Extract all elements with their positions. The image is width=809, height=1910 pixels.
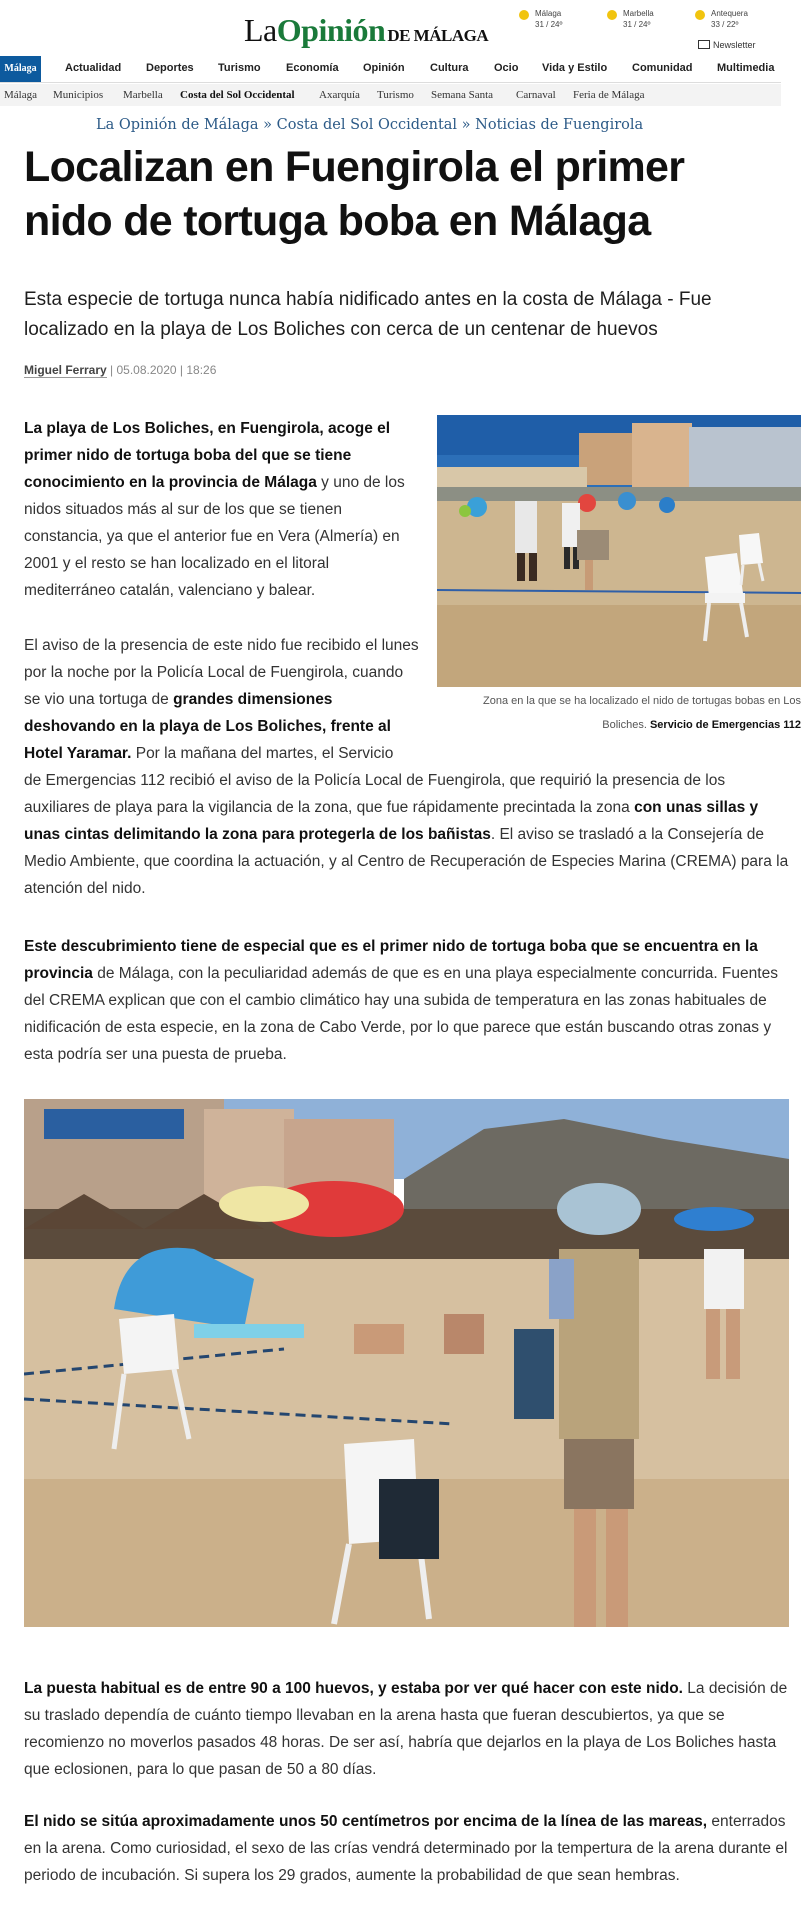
weather-antequera[interactable] bbox=[711, 8, 748, 30]
weather-malaga[interactable] bbox=[535, 8, 562, 30]
site-logo[interactable] bbox=[244, 12, 488, 49]
nav-item-comunidad[interactable]: Comunidad bbox=[632, 62, 693, 74]
weather-city: Marbella bbox=[623, 9, 654, 18]
paragraph-text: de Málaga, con la peculiaridad además de que es en una playa especialmente concurrida. Fuentes del CREMA explican que con el cambio climático hay una subida de temperatura en las zonas habituales de nidificación de esta especie, en la zona de Cabo Verde, por lo que parece que están buscando otras zonas y esta podría ser una puesta de prueba. bbox=[24, 965, 778, 1063]
paragraph-text: . El aviso se trasladó a la Consejería de Medio Ambiente, que coordina la actuación, y al Centro de Recuperación de Especies Marina (CREMA) para la atención del nido. bbox=[24, 826, 789, 897]
paragraph-text: y uno de los nidos situados más al sur de los que se tienen constancia, ya que el anterior fue en Vera (Almería) en 2001 y el resto se han localizado en el litoral mediterráneo catalán, valenciano y balear. bbox=[24, 474, 405, 599]
breadcrumb: La Opinión de Málaga » Costa del Sol Occidental » Noticias de Fuengirola bbox=[96, 117, 644, 133]
nav-item-multimedia[interactable]: Multimedia bbox=[717, 62, 775, 74]
photo-credit: Servicio de Emergencias 112 bbox=[649, 719, 801, 731]
main-nav bbox=[0, 56, 781, 83]
paragraph-text: La decisión de su traslado dependía de cuánto tiempo llevaban en la arena hasta que fueran descubiertos, ya que se recomienzo no moverlos pasados 48 horas. De ser así, habría que dejarlos en la playa de Los Boliches hasta que eclosionen, para lo que pasan de 50 a 80 días. bbox=[24, 1680, 788, 1778]
nav-item-deportes[interactable]: Deportes bbox=[146, 62, 194, 74]
sun-icon bbox=[607, 10, 617, 20]
paragraph-bold: con unas sillas y unas cintas delimitando la zona para protegerla de los bañistas bbox=[24, 799, 759, 843]
subnav-item-turismo[interactable]: Turismo bbox=[377, 89, 414, 101]
nav-item-opinion[interactable]: Opinión bbox=[363, 62, 405, 74]
nav-item-turismo[interactable]: Turismo bbox=[218, 62, 261, 74]
article-photo-beach-official[interactable] bbox=[24, 1099, 789, 1627]
newsletter-label: Newsletter bbox=[713, 40, 756, 50]
breadcrumb-item[interactable]: Noticias de Fuengirola bbox=[475, 117, 644, 133]
nav-home-malaga[interactable]: Málaga bbox=[0, 56, 41, 82]
subnav-item-semana-santa[interactable]: Semana Santa bbox=[431, 89, 494, 101]
article-paragraph-1 bbox=[24, 415, 419, 604]
nav-item-cultura[interactable]: Cultura bbox=[430, 62, 469, 74]
paragraph-bold: La puesta habitual es de entre 90 a 100 huevos, y estaba por ver qué hacer con este nido. bbox=[24, 1680, 683, 1697]
photo-caption bbox=[437, 689, 801, 737]
caption-text: Zona en la que se ha localizado el nido de tortugas bobas en Los Boliches. bbox=[482, 695, 801, 731]
nav-item-ocio[interactable]: Ocio bbox=[494, 62, 519, 74]
subnav-item-costa-del-sol-occidental[interactable]: Costa del Sol Occidental bbox=[180, 89, 295, 101]
publish-time: 18:26 bbox=[186, 363, 217, 377]
sub-nav bbox=[0, 84, 781, 106]
paragraph-text: enterrados en la arena. Como curiosidad, el sexo de las crías vendrá determinado por la tempertura de la arena durante el periodo de incubación. Si supera los 29 grados, aumente la probabilidad de que sean hembras. bbox=[24, 1813, 788, 1884]
weather-temps: 31 / 24º bbox=[623, 20, 651, 29]
newsletter-link[interactable] bbox=[698, 40, 756, 50]
paragraph-bold: Este descubrimiento tiene de especial que es el primer nido de tortuga boba que se encuentra en la provincia bbox=[24, 938, 758, 982]
nav-item-economia[interactable]: Economía bbox=[286, 62, 339, 74]
paragraph-text: de Emergencias 112 recibió el aviso de la Policía Local de Fuengirola, que requirió la presencia de los auxiliares de playa para la vigilancia de la zona, que fue rápidamente precintada la zona bbox=[24, 772, 726, 816]
nav-item-vida-y-estilo[interactable]: Vida y Estilo bbox=[542, 62, 608, 74]
beach-official-photo-illustration bbox=[24, 1099, 789, 1627]
logo-la: La bbox=[244, 12, 277, 48]
breadcrumb-item[interactable]: La Opinión de Málaga bbox=[96, 117, 259, 133]
logo-suffix: DE MÁLAGA bbox=[387, 26, 489, 45]
subnav-item-marbella[interactable]: Marbella bbox=[123, 89, 163, 101]
article-paragraph-2b bbox=[24, 767, 789, 902]
logo-opinion: Opinión bbox=[276, 12, 386, 48]
publish-date: 05.08.2020 bbox=[116, 363, 177, 377]
nav-item-actualidad[interactable]: Actualidad bbox=[65, 62, 122, 74]
site-header bbox=[0, 0, 809, 54]
beach-photo-illustration bbox=[437, 415, 801, 687]
article-paragraph-3 bbox=[24, 933, 789, 1068]
subnav-item-malaga[interactable]: Málaga bbox=[4, 89, 37, 101]
paragraph-text: Por la mañana del martes, el Servicio bbox=[131, 745, 394, 762]
subnav-item-carnaval[interactable]: Carnaval bbox=[516, 89, 556, 101]
article-subtitle: Esta especie de tortuga nunca había nidificado antes en la costa de Málaga - Fue localizado en la playa de Los Boliches con cerca de un centenar de huevos bbox=[24, 289, 712, 340]
sun-icon bbox=[519, 10, 529, 20]
weather-marbella[interactable] bbox=[623, 8, 654, 30]
paragraph-text: El aviso de la presencia de este nido fue recibido el lunes por la noche por la Policía Local de Fuengirola, cuando se vio una tortuga de bbox=[24, 637, 419, 708]
subnav-item-axarquia[interactable]: Axarquía bbox=[319, 89, 360, 101]
weather-city: Antequera bbox=[711, 9, 748, 18]
article-title: Localizan en Fuengirola el primer nido de tortuga boba en Málaga bbox=[24, 143, 685, 245]
article-paragraph-5 bbox=[24, 1808, 789, 1889]
paragraph-bold: La playa de Los Boliches, en Fuengirola, acoge el primer nido de tortuga boba del que se tiene conocimiento en la provincia de Málaga bbox=[24, 420, 391, 491]
subnav-item-feria-de-malaga[interactable]: Feria de Málaga bbox=[573, 89, 645, 101]
article-paragraph-2a bbox=[24, 632, 419, 767]
article-paragraph-4 bbox=[24, 1675, 789, 1783]
weather-temps: 31 / 24º bbox=[535, 20, 563, 29]
article-photo-nest-area[interactable] bbox=[437, 415, 801, 687]
author-link[interactable]: Miguel Ferrary bbox=[24, 363, 107, 377]
weather-city: Málaga bbox=[535, 9, 562, 18]
sun-icon bbox=[695, 10, 705, 20]
paragraph-bold: grandes dimensiones deshovando en la playa de Los Boliches, frente al Hotel Yaramar. bbox=[24, 691, 391, 762]
weather-temps: 33 / 22º bbox=[711, 20, 739, 29]
byline: Miguel Ferrary | 05.08.2020 | 18:26 bbox=[24, 363, 217, 377]
subnav-item-municipios[interactable]: Municipios bbox=[53, 89, 104, 101]
breadcrumb-item[interactable]: Costa del Sol Occidental bbox=[276, 117, 458, 133]
paragraph-bold: El nido se sitúa aproximadamente unos 50 centímetros por encima de la línea de las mareas, bbox=[24, 1813, 708, 1830]
envelope-icon bbox=[698, 40, 710, 49]
